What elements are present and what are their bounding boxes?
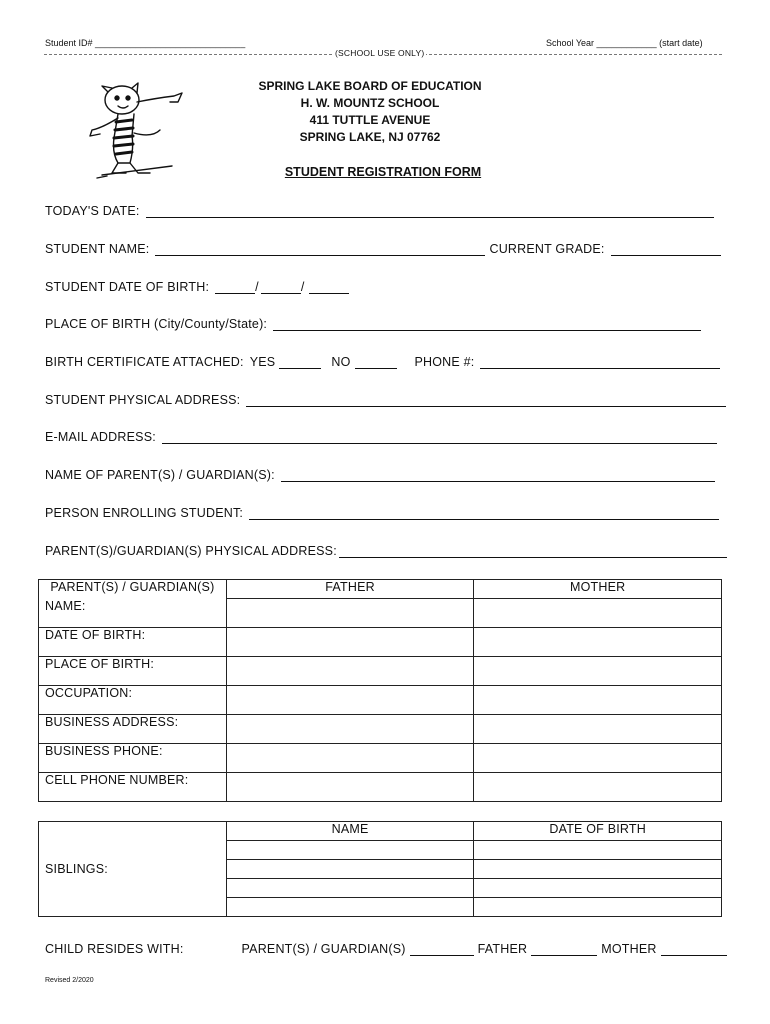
- mother-occupation-cell[interactable]: [474, 686, 722, 715]
- row-label-business-address: BUSINESS ADDRESS:: [39, 715, 227, 744]
- sibling-dob-cell[interactable]: [474, 841, 722, 860]
- table-row: [39, 686, 722, 715]
- place-of-birth-input[interactable]: [273, 316, 701, 331]
- birth-cert-no-input[interactable]: [355, 354, 397, 369]
- father-cell-phone-cell[interactable]: [226, 773, 474, 802]
- col-header-mother: MOTHER: [474, 580, 722, 599]
- mother-dob-cell[interactable]: [474, 628, 722, 657]
- sibling-name-cell[interactable]: [226, 841, 474, 860]
- parent-names-row: [45, 467, 715, 482]
- table-row: [39, 715, 722, 744]
- school-header: [230, 78, 510, 146]
- resides-father-label: FATHER: [477, 942, 528, 956]
- todays-date-row: [45, 203, 714, 218]
- table-row: [39, 599, 722, 628]
- student-name-label: STUDENT NAME:: [45, 242, 150, 256]
- current-grade-input[interactable]: [611, 241, 721, 256]
- dob-year-input[interactable]: [309, 279, 349, 294]
- school-use-label: (SCHOOL USE ONLY): [335, 48, 425, 58]
- sibling-dob-cell[interactable]: [474, 860, 722, 879]
- parent-names-input[interactable]: [281, 467, 715, 482]
- birth-cert-label: BIRTH CERTIFICATE ATTACHED:: [45, 355, 244, 369]
- school-year-label: School Year ____________ (start date): [546, 38, 703, 48]
- person-enrolling-input[interactable]: [249, 505, 719, 520]
- father-business-address-cell[interactable]: [226, 715, 474, 744]
- col-header-father: FATHER: [226, 580, 474, 599]
- place-of-birth-row: [45, 316, 701, 331]
- table-row: [39, 628, 722, 657]
- table-row: [39, 744, 722, 773]
- resides-father-input[interactable]: [531, 941, 597, 956]
- resides-parent-label: PARENT(S) / GUARDIAN(S): [241, 942, 406, 956]
- sibling-dob-cell[interactable]: [474, 898, 722, 917]
- board-name: SPRING LAKE BOARD OF EDUCATION: [258, 79, 482, 93]
- school-city: SPRING LAKE, NJ 07762: [299, 130, 441, 144]
- row-label-dob: DATE OF BIRTH:: [39, 628, 227, 657]
- mother-business-phone-cell[interactable]: [474, 744, 722, 773]
- birth-cert-yes-input[interactable]: [279, 354, 321, 369]
- sibling-name-cell[interactable]: [226, 879, 474, 898]
- sibling-dob-cell[interactable]: [474, 879, 722, 898]
- student-id-label: Student ID# ______________________________: [45, 38, 246, 48]
- email-input[interactable]: [162, 429, 717, 444]
- revised-date: Revised 2/2020: [45, 977, 94, 984]
- person-enrolling-row: [45, 505, 719, 520]
- dob-label: STUDENT DATE OF BIRTH:: [45, 280, 210, 294]
- table-row: [39, 657, 722, 686]
- sibling-name-cell[interactable]: [226, 898, 474, 917]
- col-header-sibling-dob: DATE OF BIRTH: [474, 822, 722, 841]
- current-grade-label: CURRENT GRADE:: [489, 242, 605, 256]
- table-header-row: [39, 580, 722, 599]
- father-place-of-birth-cell[interactable]: [226, 657, 474, 686]
- parent-guardian-table: [38, 579, 722, 802]
- row-label-name: NAME:: [39, 599, 227, 628]
- dob-row: STUDENT DATE OF BIRTH: / /: [45, 279, 349, 294]
- child-resides-row: [45, 941, 727, 956]
- table-row: [39, 773, 722, 802]
- row-label-business-phone: BUSINESS PHONE:: [39, 744, 227, 773]
- sibling-name-cell[interactable]: [226, 860, 474, 879]
- parent-names-label: NAME OF PARENT(S) / GUARDIAN(S):: [45, 468, 275, 482]
- father-dob-cell[interactable]: [226, 628, 474, 657]
- col-header-sibling-name: NAME: [226, 822, 474, 841]
- mother-business-address-cell[interactable]: [474, 715, 722, 744]
- school-street: 411 TUTTLE AVENUE: [309, 113, 431, 127]
- physical-address-label: STUDENT PHYSICAL ADDRESS:: [45, 393, 241, 407]
- row-label-cell-phone: CELL PHONE NUMBER:: [39, 773, 227, 802]
- birth-cert-no-label: NO: [331, 355, 351, 369]
- school-name: H. W. MOUNTZ SCHOOL: [300, 96, 440, 110]
- father-business-phone-cell[interactable]: [226, 744, 474, 773]
- birth-cert-row: [45, 354, 720, 369]
- phone-input[interactable]: [480, 354, 720, 369]
- place-of-birth-label: PLACE OF BIRTH (City/County/State):: [45, 317, 268, 331]
- physical-address-input[interactable]: [246, 392, 726, 407]
- parent-address-row: [45, 543, 727, 558]
- todays-date-label: TODAY'S DATE:: [45, 204, 140, 218]
- table-header-row: [39, 822, 722, 841]
- email-row: [45, 429, 717, 444]
- child-resides-label: CHILD RESIDES WITH:: [45, 942, 184, 956]
- person-enrolling-label: PERSON ENROLLING STUDENT:: [45, 506, 244, 520]
- birth-cert-yes-label: YES: [249, 355, 276, 369]
- phone-label: PHONE #:: [414, 355, 475, 369]
- tiger-mascot-icon: [82, 78, 192, 183]
- todays-date-input[interactable]: [146, 203, 714, 218]
- dob-day-input[interactable]: [261, 279, 301, 294]
- father-name-cell[interactable]: [226, 599, 474, 628]
- row-label-place-of-birth: PLACE OF BIRTH:: [39, 657, 227, 686]
- resides-mother-label: MOTHER: [601, 942, 657, 956]
- parent-address-input[interactable]: [339, 543, 727, 558]
- row-label-occupation: OCCUPATION:: [39, 686, 227, 715]
- student-name-row: [45, 241, 721, 256]
- siblings-table: [38, 821, 722, 917]
- form-title: STUDENT REGISTRATION FORM: [284, 165, 482, 179]
- dob-month-input[interactable]: [215, 279, 255, 294]
- parent-address-label: PARENT(S)/GUARDIAN(S) PHYSICAL ADDRESS:: [45, 544, 337, 558]
- email-label: E-MAIL ADDRESS:: [45, 430, 156, 444]
- physical-address-row: [45, 392, 726, 407]
- mother-place-of-birth-cell[interactable]: [474, 657, 722, 686]
- col-header-parent-guardian: PARENT(S) / GUARDIAN(S): [39, 580, 227, 599]
- student-name-input[interactable]: [155, 241, 485, 256]
- mother-cell-phone-cell[interactable]: [474, 773, 722, 802]
- siblings-label: SIBLINGS:: [39, 822, 227, 917]
- mother-name-cell[interactable]: [474, 599, 722, 628]
- resides-mother-input[interactable]: [661, 941, 727, 956]
- resides-parent-input[interactable]: [410, 941, 474, 956]
- father-occupation-cell[interactable]: [226, 686, 474, 715]
